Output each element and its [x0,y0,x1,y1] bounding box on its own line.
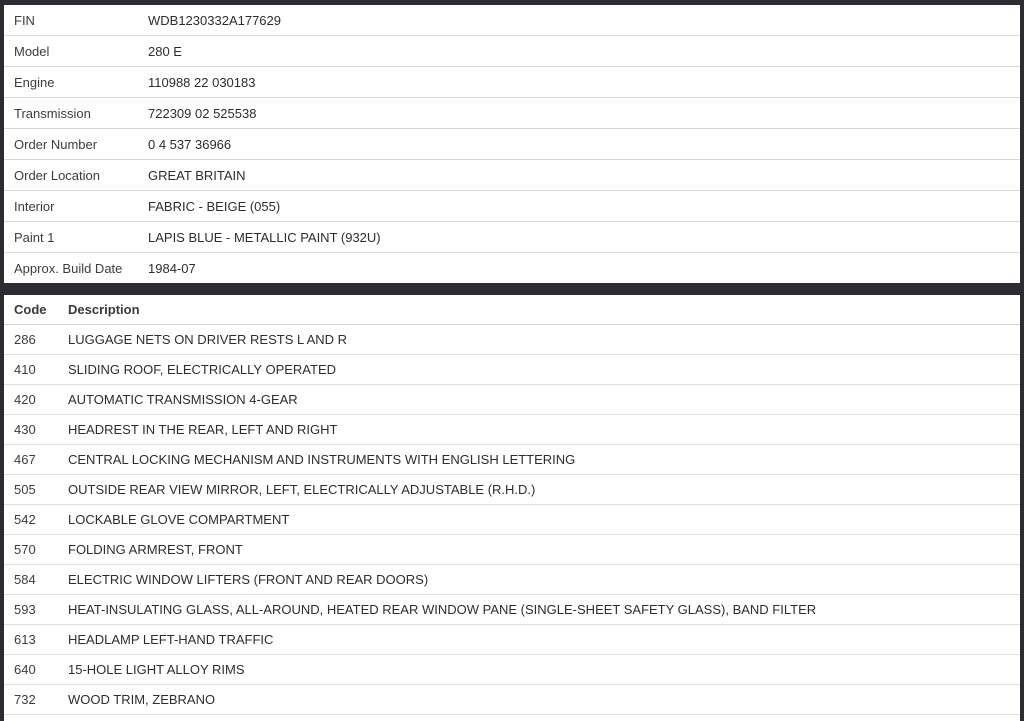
spec-row-transmission [4,98,1020,129]
option-row [4,415,1020,445]
option-code: 640 [14,662,36,677]
option-code: 613 [14,632,36,647]
spec-label: Paint 1 [14,229,55,245]
option-row [4,385,1020,415]
table-divider [0,283,1024,295]
option-description: 15-HOLE LIGHT ALLOY RIMS [68,662,245,677]
spec-label: Order Number [14,136,98,152]
option-code: 542 [14,512,36,527]
option-row [4,655,1020,685]
option-row [4,685,1020,715]
option-code: 584 [14,572,36,587]
code-column-header: Code [14,302,47,317]
spec-label: Model [14,43,50,59]
spec-value: 110988 22 030183 [148,74,256,90]
option-code: 467 [14,452,36,467]
spec-value: 280 E [148,43,182,59]
spec-value: 0 4 537 36966 [148,136,232,152]
option-description: SLIDING ROOF, ELECTRICALLY OPERATED [68,362,337,377]
options-header-row [4,295,1020,325]
option-description: CENTRAL LOCKING MECHANISM AND INSTRUMENTS WITH ENGLISH LETTERING [68,452,576,467]
spec-label: Order Location [14,167,100,183]
spec-value: 722309 02 525538 [148,105,257,121]
spec-label: Approx. Build Date [14,260,123,276]
description-column-header: Description [68,302,140,317]
spec-row-interior [4,191,1020,222]
option-description: WOOD TRIM, ZEBRANO [68,692,216,707]
spec-row-paint [4,222,1020,253]
spec-row-order-number [4,129,1020,160]
spec-value: WDB1230332A177629 [148,12,281,28]
option-description: ELECTRIC WINDOW LIFTERS (FRONT AND REAR DOORS) [68,572,429,587]
option-description: OUTSIDE REAR VIEW MIRROR, LEFT, ELECTRICALLY ADJUSTABLE (R.H.D.) [68,482,536,497]
spec-label: Transmission [14,105,91,121]
option-row [4,475,1020,505]
option-row [4,355,1020,385]
spec-row-order-location [4,160,1020,191]
option-description: HEADLAMP LEFT-HAND TRAFFIC [68,632,274,647]
option-row [4,535,1020,565]
option-description: HEADREST IN THE REAR, LEFT AND RIGHT [68,422,338,437]
spec-label: Interior [14,198,55,214]
spec-row-engine [4,67,1020,98]
spec-row-build-date [4,253,1020,283]
option-description: FOLDING ARMREST, FRONT [68,542,243,557]
option-row [4,625,1020,655]
option-code: 420 [14,392,36,407]
option-description: LUGGAGE NETS ON DRIVER RESTS L AND R [68,332,348,347]
option-description: HEAT-INSULATING GLASS, ALL-AROUND, HEATED REAR WINDOW PANE (SINGLE-SHEET SAFETY GLASS), BAND FILTER [68,602,817,617]
option-description: LOCKABLE GLOVE COMPARTMENT [68,512,290,527]
option-code: 570 [14,542,36,557]
option-code: 593 [14,602,36,617]
spec-row-model [4,36,1020,67]
option-code: 286 [14,332,36,347]
option-row [4,505,1020,535]
spec-label: Engine [14,74,55,90]
spec-value: FABRIC - BEIGE (055) [148,198,281,214]
spec-row-fin [4,5,1020,36]
option-row [4,325,1020,355]
vehicle-info-table [4,5,1020,283]
spec-value: GREAT BRITAIN [148,167,246,183]
option-code: 430 [14,422,36,437]
option-code: 410 [14,362,36,377]
option-code: 505 [14,482,36,497]
option-row [4,565,1020,595]
spec-value: LAPIS BLUE - METALLIC PAINT (932U) [148,229,381,245]
spec-label: FIN [14,12,35,28]
options-table [4,295,1020,715]
option-row [4,595,1020,625]
option-code: 732 [14,692,36,707]
spec-value: 1984-07 [148,260,196,276]
option-description: AUTOMATIC TRANSMISSION 4-GEAR [68,392,298,407]
option-row [4,445,1020,475]
